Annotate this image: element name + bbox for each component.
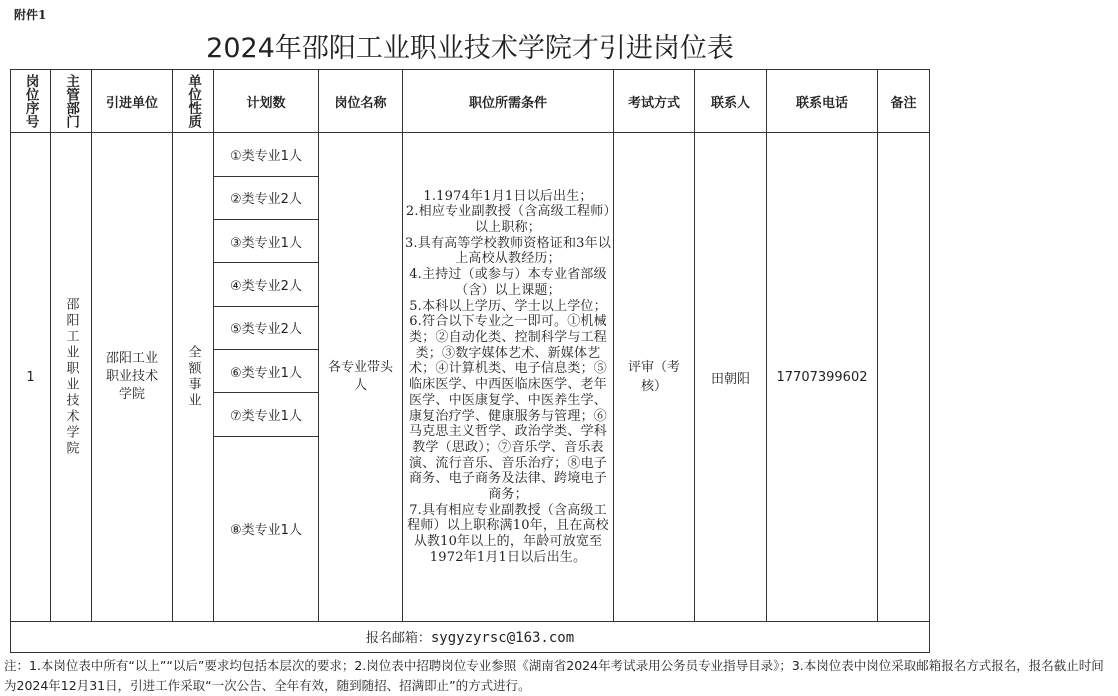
plan-cell: ④类专业2人 (214, 263, 319, 306)
position-table (10, 69, 930, 653)
plan-cell: ③类专业1人 (214, 220, 319, 263)
header-remark: 备注 (878, 70, 930, 133)
header-plan: 计划数 (214, 70, 319, 133)
plan-cell: ①类专业1人 (214, 133, 319, 176)
row-exam: 评审（考核） (614, 133, 695, 621)
header-exam: 考试方式 (614, 70, 695, 133)
row-position: 各专业带头人 (319, 133, 403, 621)
plan-cell: ⑦类专业1人 (214, 393, 319, 436)
email-label: 报名邮箱： (365, 631, 431, 647)
header-contact: 联系人 (695, 70, 767, 133)
header-unit: 引进单位 (92, 70, 173, 133)
email-cell (11, 621, 930, 652)
plan-cell: ⑤类专业2人 (214, 306, 319, 349)
header-phone: 联系电话 (767, 70, 878, 133)
table-row (11, 133, 930, 176)
row-unit: 邵阳工业职业技术学院 (92, 133, 173, 621)
email-address[interactable]: sygyzyrsc@163.com (430, 630, 575, 647)
plan-cell: ⑧类专业1人 (214, 436, 319, 621)
plan-cell: ⑥类专业1人 (214, 349, 319, 392)
requirement-item: 1.1974年1月1日以后出生； (423, 188, 593, 204)
email-row (11, 621, 930, 652)
requirement-item: 3.具有高等学校教师资格证和3年以上高校从教经历； (404, 235, 612, 267)
page-title: 2024年邵阳工业职业技术学院才引进岗位表 (206, 33, 734, 64)
requirement-item: 7.具有相应专业副教授（含高级工程师）以上职称满10年，且在高校从教10年以上的，年龄可放宽至1972年1月1日以后出生。 (407, 502, 609, 565)
row-phone: 17707399602 (767, 133, 878, 621)
row-seq: 1 (11, 133, 51, 621)
row-nature: 全额事业 (173, 133, 214, 621)
footnote: 注：1.本岗位表中所有“以上”“以后”要求均包括本层次的要求；2.岗位表中招聘岗位专业参照《湖南省2024年考试录用公务员专业指导目录》；3.本岗位表中岗位采取邮箱报名方式报名，报名截止时间为2024年12月31日，引进工作采取“一次公告、全年有效，随到随招、招满即止”的方式进行。 (4, 658, 1104, 693)
row-remark (878, 133, 930, 621)
attachment-label: 附件1 (14, 8, 47, 22)
requirement-item: 5.本科以上学历、学士以上学位； (409, 298, 607, 314)
requirement-item: 2.相应专业副教授（含高级工程师）以上职称； (405, 204, 611, 236)
header-position: 岗位名称 (319, 70, 403, 133)
plan-cell: ②类专业2人 (214, 176, 319, 219)
requirement-item: 4.主持过（或参与）本专业省部级（含）以上课题； (409, 267, 607, 298)
header-row (11, 70, 930, 133)
header-nature: 单位性质 (173, 70, 214, 133)
row-requirements (403, 133, 614, 621)
header-seq: 岗位序号 (11, 70, 51, 133)
row-dept: 邵阳工业职业技术学院 (51, 133, 92, 621)
requirement-item: 6.符合以下专业之一即可。①机械类；②自动化类、控制科学与工程类；③数字媒体艺术、新媒体艺术；④计算机类、电子信息类；⑤临床医学、中西医临床医学、老年医学、中医康复学、中医养生学、康复治疗学、健康服务与管理；⑥马克思主义哲学、政治学类、学科教学（思政）；⑦音乐学、音乐表演、流行音乐、音乐治疗；⑧电子商务、电子商务及法律、跨境电子商务； (408, 314, 607, 503)
header-dept: 主管部门 (51, 70, 92, 133)
header-requirements: 职位所需条件 (403, 70, 614, 133)
row-contact: 田朝阳 (695, 133, 767, 621)
